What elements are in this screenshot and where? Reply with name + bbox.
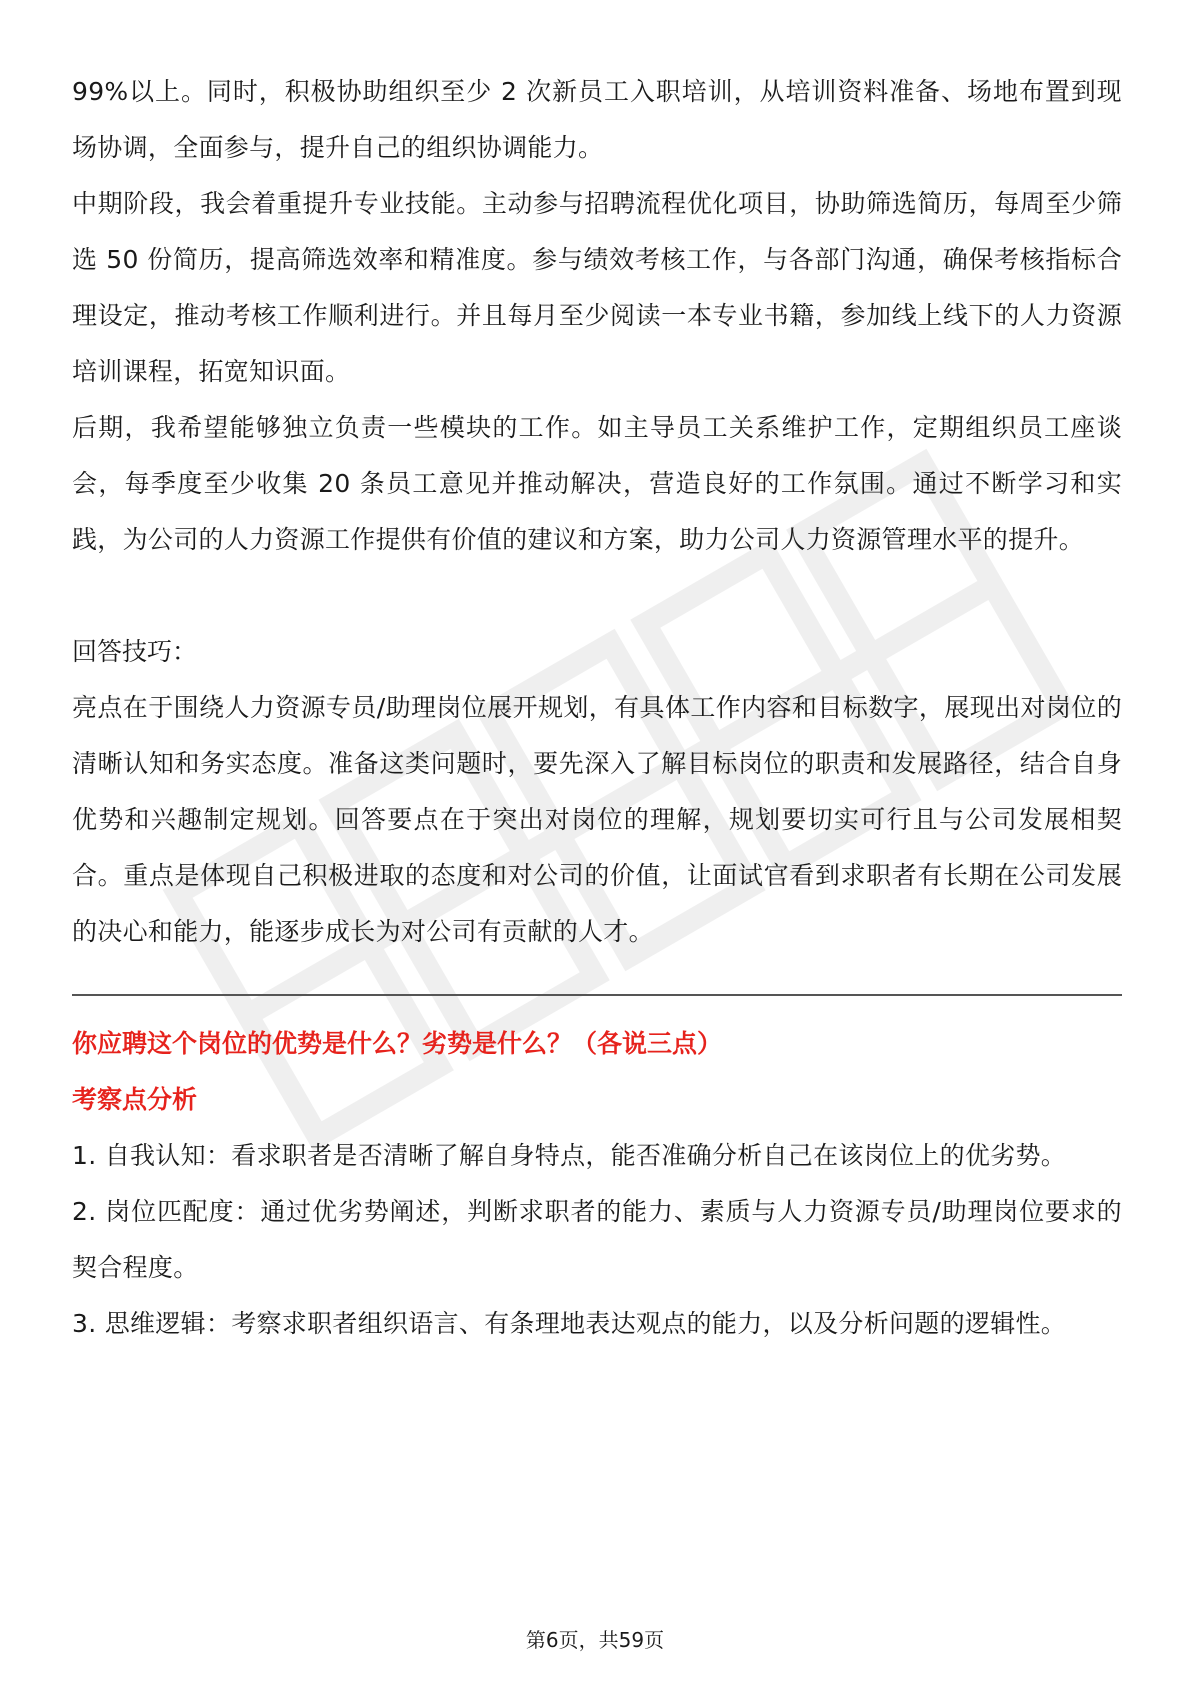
paragraph-early-stage: 99%以上。同时，积极协助组织至少 2 次新员工入职培训，从培训资料准备、场地布置到现场协调，全面参与，提升自己的组织协调能力。 xyxy=(72,77,1122,162)
spacer xyxy=(72,568,1122,624)
main-content xyxy=(72,64,1122,1352)
analysis-heading: 考察点分析 xyxy=(72,1085,198,1114)
section-divider xyxy=(72,994,1122,996)
list-item: 3. 思维逻辑：考察求职者组织语言、有条理地表达观点的能力，以及分析问题的逻辑性。 xyxy=(72,1309,1067,1338)
question-title: 你应聘这个岗位的优势是什么？劣势是什么？（各说三点） xyxy=(72,1029,723,1058)
tips-heading: 回答技巧： xyxy=(72,637,198,666)
paragraph-late-stage: 后期，我希望能够独立负责一些模块的工作。如主导员工关系维护工作，定期组织员工座谈会，每季度至少收集 20 条员工意见并推动解决，营造良好的工作氛围。通过不断学习和实践，为公司的人力资源工作提供有价值的建议和方案，助力公司人力资源管理水平的提升。 xyxy=(72,413,1122,554)
list-item: 1. 自我认知：看求职者是否清晰了解自身特点，能否准确分析自己在该岗位上的优劣势。 xyxy=(72,1141,1067,1170)
tips-paragraph: 亮点在于围绕人力资源专员/助理岗位展开规划，有具体工作内容和目标数字，展现出对岗位的清晰认知和务实态度。准备这类问题时，要先深入了解目标岗位的职责和发展路径，结合自身优势和兴趣制定规划。回答要点在于突出对岗位的理解，规划要切实可行且与公司发展相契合。重点是体现自己积极进取的态度和对公司的价值，让面试官看到求职者有长期在公司发展的决心和能力，能逐步成长为对公司有贡献的人才。 xyxy=(72,693,1122,946)
paragraph-mid-stage: 中期阶段，我会着重提升专业技能。主动参与招聘流程优化项目，协助筛选简历，每周至少筛选 50 份简历，提高筛选效率和精准度。参与绩效考核工作，与各部门沟通，确保考核指标合理设定，推动考核工作顺利进行。并且每月至少阅读一本专业书籍，参加线上线下的人力资源培训课程，拓宽知识面。 xyxy=(72,189,1122,386)
list-item: 2. 岗位匹配度：通过优劣势阐述，判断求职者的能力、素质与人力资源专员/助理岗位要求的契合程度。 xyxy=(72,1197,1122,1282)
page-number: 第6页，共59页 xyxy=(525,1628,665,1652)
